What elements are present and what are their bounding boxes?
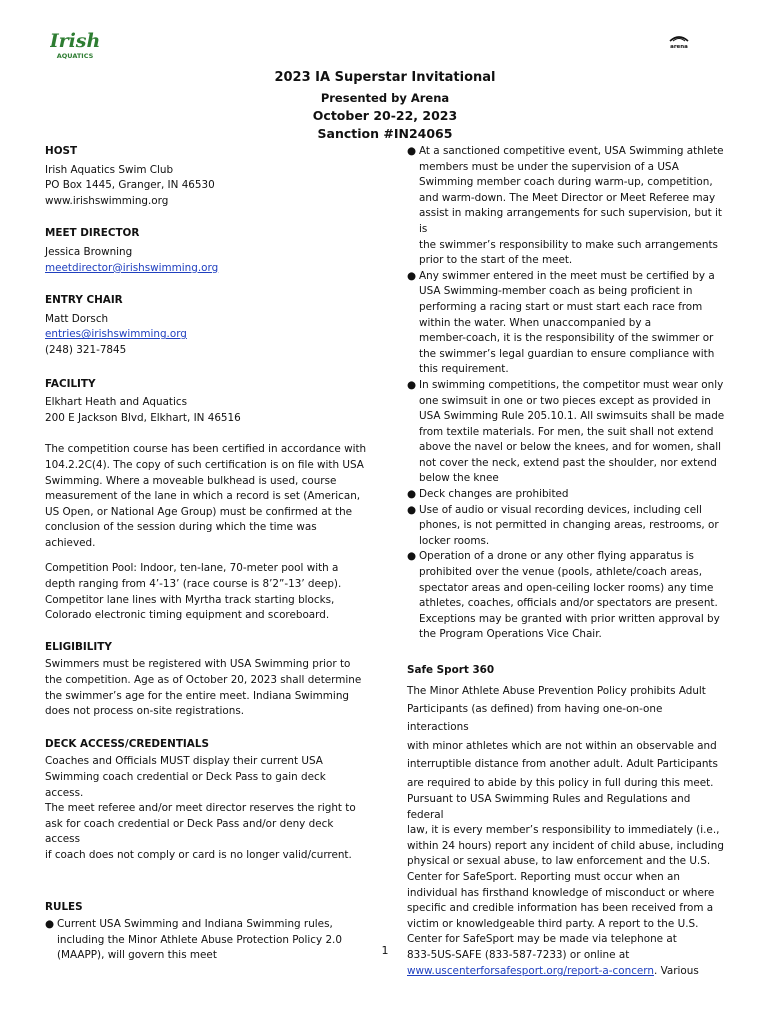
entry-chair-heading: ENTRY CHAIR xyxy=(45,294,123,307)
text-line: the swimmer’s age for the entire meet. Indiana Swimming xyxy=(45,689,349,702)
meet-director-heading: MEET DIRECTOR xyxy=(45,227,140,240)
text-line: including the Minor Athlete Abuse Protection Policy 2.0 xyxy=(57,933,342,946)
bullet-icon: ● xyxy=(407,145,417,157)
logo-aquatics-text: AQUATICS xyxy=(56,52,94,60)
text-line: within the water. When unaccompanied by a xyxy=(419,316,652,329)
text-line: member-coach, it is the responsibility of the swimmer or xyxy=(419,332,714,345)
text-line: performing a racing start or must start each race from xyxy=(419,300,703,313)
sanction-number: Sanction #IN24065 xyxy=(317,126,453,141)
text-line: this requirement. xyxy=(419,363,509,376)
text-line: Pursuant to USA Swimming Rules and Regulations and federal xyxy=(407,793,691,821)
bullet-text xyxy=(419,549,725,643)
text-line: Participants (as defined) from having one-on-one interactions xyxy=(407,703,663,734)
text-line: victim or knowledgeable third party. A report to the U.S. xyxy=(407,917,699,930)
text-line: USA Swimming Rule 205.10.1. All swimsuits shall be made xyxy=(419,410,725,423)
text-line: prior to the start of the meet. xyxy=(419,254,573,267)
eligibility-heading: ELIGIBILITY xyxy=(45,640,112,653)
text-line: Swimmers must be registered with USA Swimming prior to xyxy=(45,658,351,671)
text-line: the competition. Age as of October 20, 2023 shall determine xyxy=(45,674,362,687)
text-line: depth ranging from 4’-13’ (race course is 8’2”-13’ deep). xyxy=(45,578,342,591)
text-line: Exceptions may be granted with prior written approval by xyxy=(419,612,720,625)
meet-title: 2023 IA Superstar Invitational xyxy=(274,70,496,85)
text-line: are required to abide by this policy in full during this meet. xyxy=(407,776,714,789)
arena-logo xyxy=(667,32,691,50)
facility-line: Elkhart Heath and Aquatics xyxy=(45,396,188,409)
text-line: the swimmer’s legal guardian to ensure compliance with xyxy=(419,347,715,360)
deck-access-heading: DECK ACCESS/CREDENTIALS xyxy=(45,737,209,750)
text-line: Colorado electronic timing equipment and scoreboard. xyxy=(45,609,330,622)
irish-aquatics-logo xyxy=(50,28,100,62)
text-line: Current USA Swimming and Indiana Swimming rules, xyxy=(57,918,333,931)
text-line: US Open, or National Age Group) must be confirmed at the xyxy=(45,505,353,518)
text-line: USA Swimming-member coach as being proficient in xyxy=(419,285,693,298)
text-line: measurement of the lane in which a record is set (American, xyxy=(45,490,361,503)
text-line: Competition Pool: Indoor, ten-lane, 70-meter pool with a xyxy=(45,562,339,575)
facility-address xyxy=(45,395,367,426)
bullet-icon: ● xyxy=(407,269,417,282)
rules-bullet-item xyxy=(407,487,725,503)
bullet-text xyxy=(419,269,725,378)
text-line: not cover the neck, extend past the shoulder, nor extend xyxy=(419,456,717,469)
text-line: spectator areas and open-ceiling locker rooms) any time xyxy=(419,581,714,594)
host-line: PO Box 1445, Granger, IN 46530 xyxy=(45,179,215,192)
entry-chair-phone: (248) 321-7845 xyxy=(45,343,127,356)
meet-director-section xyxy=(45,226,367,276)
rules-bullet-item xyxy=(407,144,725,269)
text-line: the swimmer’s responsibility to make such arrangements xyxy=(419,238,718,251)
text-line: Operation of a drone or any other flying apparatus is xyxy=(419,550,694,563)
bullet-icon: ● xyxy=(407,550,417,563)
text-line: The competition course has been certified in accordance with xyxy=(45,443,367,456)
safe-sport-section xyxy=(407,663,725,979)
text-line: above the navel or below the knees, and for women, shall xyxy=(419,441,722,454)
text-line: The Minor Athlete Abuse Prevention Policy prohibits Adult xyxy=(407,684,706,697)
entry-chair-section xyxy=(45,293,367,358)
text-line: Deck changes are prohibited xyxy=(419,488,569,501)
text-line: Swimming coach credential or Deck Pass to gain deck access. xyxy=(45,771,326,799)
text-line: assist in making arrangements for such supervision, but it is xyxy=(419,207,722,235)
text-line: athletes, coaches, officials and/or spectators are present. xyxy=(419,597,718,610)
deck-access-section xyxy=(45,737,367,864)
text-line: within 24 hours) report any incident of child abuse, including xyxy=(407,839,724,852)
text-line: Use of audio or visual recording devices, including cell xyxy=(419,503,702,516)
facility-line: 200 E Jackson Blvd, Elkhart, IN 46516 xyxy=(45,411,241,424)
rules-heading: RULES xyxy=(45,900,83,913)
presented-by: Presented by Arena xyxy=(320,91,450,105)
bullet-text xyxy=(419,144,725,269)
text-line: 833-5US-SAFE (833-587-7233) or online at xyxy=(407,948,630,961)
host-line: www.irishswimming.org xyxy=(45,194,169,207)
text-line: ask for coach credential or Deck Pass and/or deny deck access xyxy=(45,817,334,846)
text-line: from textile materials. For men, the suit shall not extend xyxy=(419,425,714,438)
text-line: Center for SafeSport may be made via telephone at xyxy=(407,933,677,946)
text-line: members must be under the supervision of a USA xyxy=(419,160,679,173)
text-line: locker rooms. xyxy=(419,534,490,547)
text-line: 104.2.2C(4). The copy of such certification is on file with USA xyxy=(45,458,364,471)
text-line: and warm-down. The Meet Director or Meet Referee may xyxy=(419,191,716,204)
host-heading: HOST xyxy=(45,145,78,157)
page-number: 1 xyxy=(381,944,389,957)
eligibility-text xyxy=(45,657,367,719)
text-line: phones, is not permitted in changing areas, restrooms, or xyxy=(419,519,719,532)
rules-bullet-item xyxy=(407,549,725,643)
right-column xyxy=(407,144,725,979)
text-line: Any swimmer entered in the meet must be certified by a xyxy=(419,269,715,282)
report-tail-text: . Various xyxy=(653,964,699,977)
bullet-text xyxy=(419,378,725,487)
text-line: The meet referee and/or meet director reserves the right to xyxy=(45,802,356,815)
text-line: Center for SafeSport. Reporting must occur when an xyxy=(407,871,680,883)
rules-bullet-item xyxy=(407,269,725,378)
bullet-icon: ● xyxy=(45,918,55,931)
facility-section xyxy=(45,377,367,624)
meet-dates: October 20-22, 2023 xyxy=(312,108,458,123)
text-line: individual has firsthand knowledge of misconduct or where xyxy=(407,886,715,899)
text-line: with minor athletes which are not within an observable and xyxy=(407,739,717,752)
meet-director-name: Jessica Browning xyxy=(45,245,133,258)
text-line: if coach does not comply or card is no longer valid/current. xyxy=(45,848,352,861)
text-line xyxy=(407,964,725,980)
text-line: Coaches and Officials MUST display their current USA xyxy=(45,755,323,768)
text-line: In swimming competitions, the competitor must wear only xyxy=(419,378,724,391)
host-details xyxy=(45,163,367,210)
facility-heading: FACILITY xyxy=(45,377,96,390)
facility-certification xyxy=(45,442,367,551)
text-line: specific and credible information has been received from a xyxy=(407,902,714,915)
text-line: Swimming. Where a moveable bulkhead is used, course xyxy=(45,474,337,487)
logo-irish-text: Irish xyxy=(50,30,100,52)
text-line: law, it is every member’s responsibility to immediately (i.e., xyxy=(407,824,720,837)
text-line: prohibited over the venue (pools, athlete/coach areas, xyxy=(419,566,703,579)
text-line: physical or sexual abuse, to law enforcement and the U.S. xyxy=(407,855,711,868)
bullet-icon: ● xyxy=(407,503,417,516)
meet-director-email-link[interactable]: meetdirector@irishswimming.org xyxy=(45,261,219,274)
host-section xyxy=(45,144,367,209)
text-line: one swimsuit in one or two pieces except as provided in xyxy=(419,394,711,407)
rules-bullet-item xyxy=(407,503,725,550)
logo-arena-text: arena xyxy=(670,44,688,50)
bullet-icon: ● xyxy=(407,378,417,391)
bullet-text xyxy=(419,503,725,550)
text-line: At a sanctioned competitive event, USA Swimming athlete xyxy=(419,145,724,157)
left-column xyxy=(45,144,367,964)
text-line: Competitor lane lines with Myrtha track starting blocks, xyxy=(45,593,335,606)
deck-access-text xyxy=(45,754,367,863)
bullet-icon: ● xyxy=(407,488,417,501)
entry-chair-email-link[interactable]: entries@irishswimming.org xyxy=(45,328,187,341)
safe-sport-heading: Safe Sport 360 xyxy=(407,664,495,676)
bullet-text xyxy=(419,487,725,503)
text-line: does not process on-site registrations. xyxy=(45,705,245,718)
text-line: (MAAPP), will govern this meet xyxy=(57,949,217,962)
text-line: interruptible distance from another adult. Adult Participants xyxy=(407,758,718,771)
entry-chair-name: Matt Dorsch xyxy=(45,312,109,325)
safesport-report-link[interactable]: www.uscenterforsafesport.org/report-a-concern xyxy=(407,964,654,977)
eligibility-section xyxy=(45,640,367,720)
text-line: conclusion of the session during which the time was achieved. xyxy=(45,521,317,549)
text-line: Swimming member coach during warm-up, competition, xyxy=(419,176,713,189)
facility-pool-description xyxy=(45,561,367,623)
rules-bullet-item xyxy=(407,378,725,487)
text-line: below the knee xyxy=(419,472,499,485)
host-line: Irish Aquatics Swim Club xyxy=(45,163,174,176)
safe-sport-policy xyxy=(407,682,725,792)
text-line: the Program Operations Vice Chair. xyxy=(419,628,602,641)
